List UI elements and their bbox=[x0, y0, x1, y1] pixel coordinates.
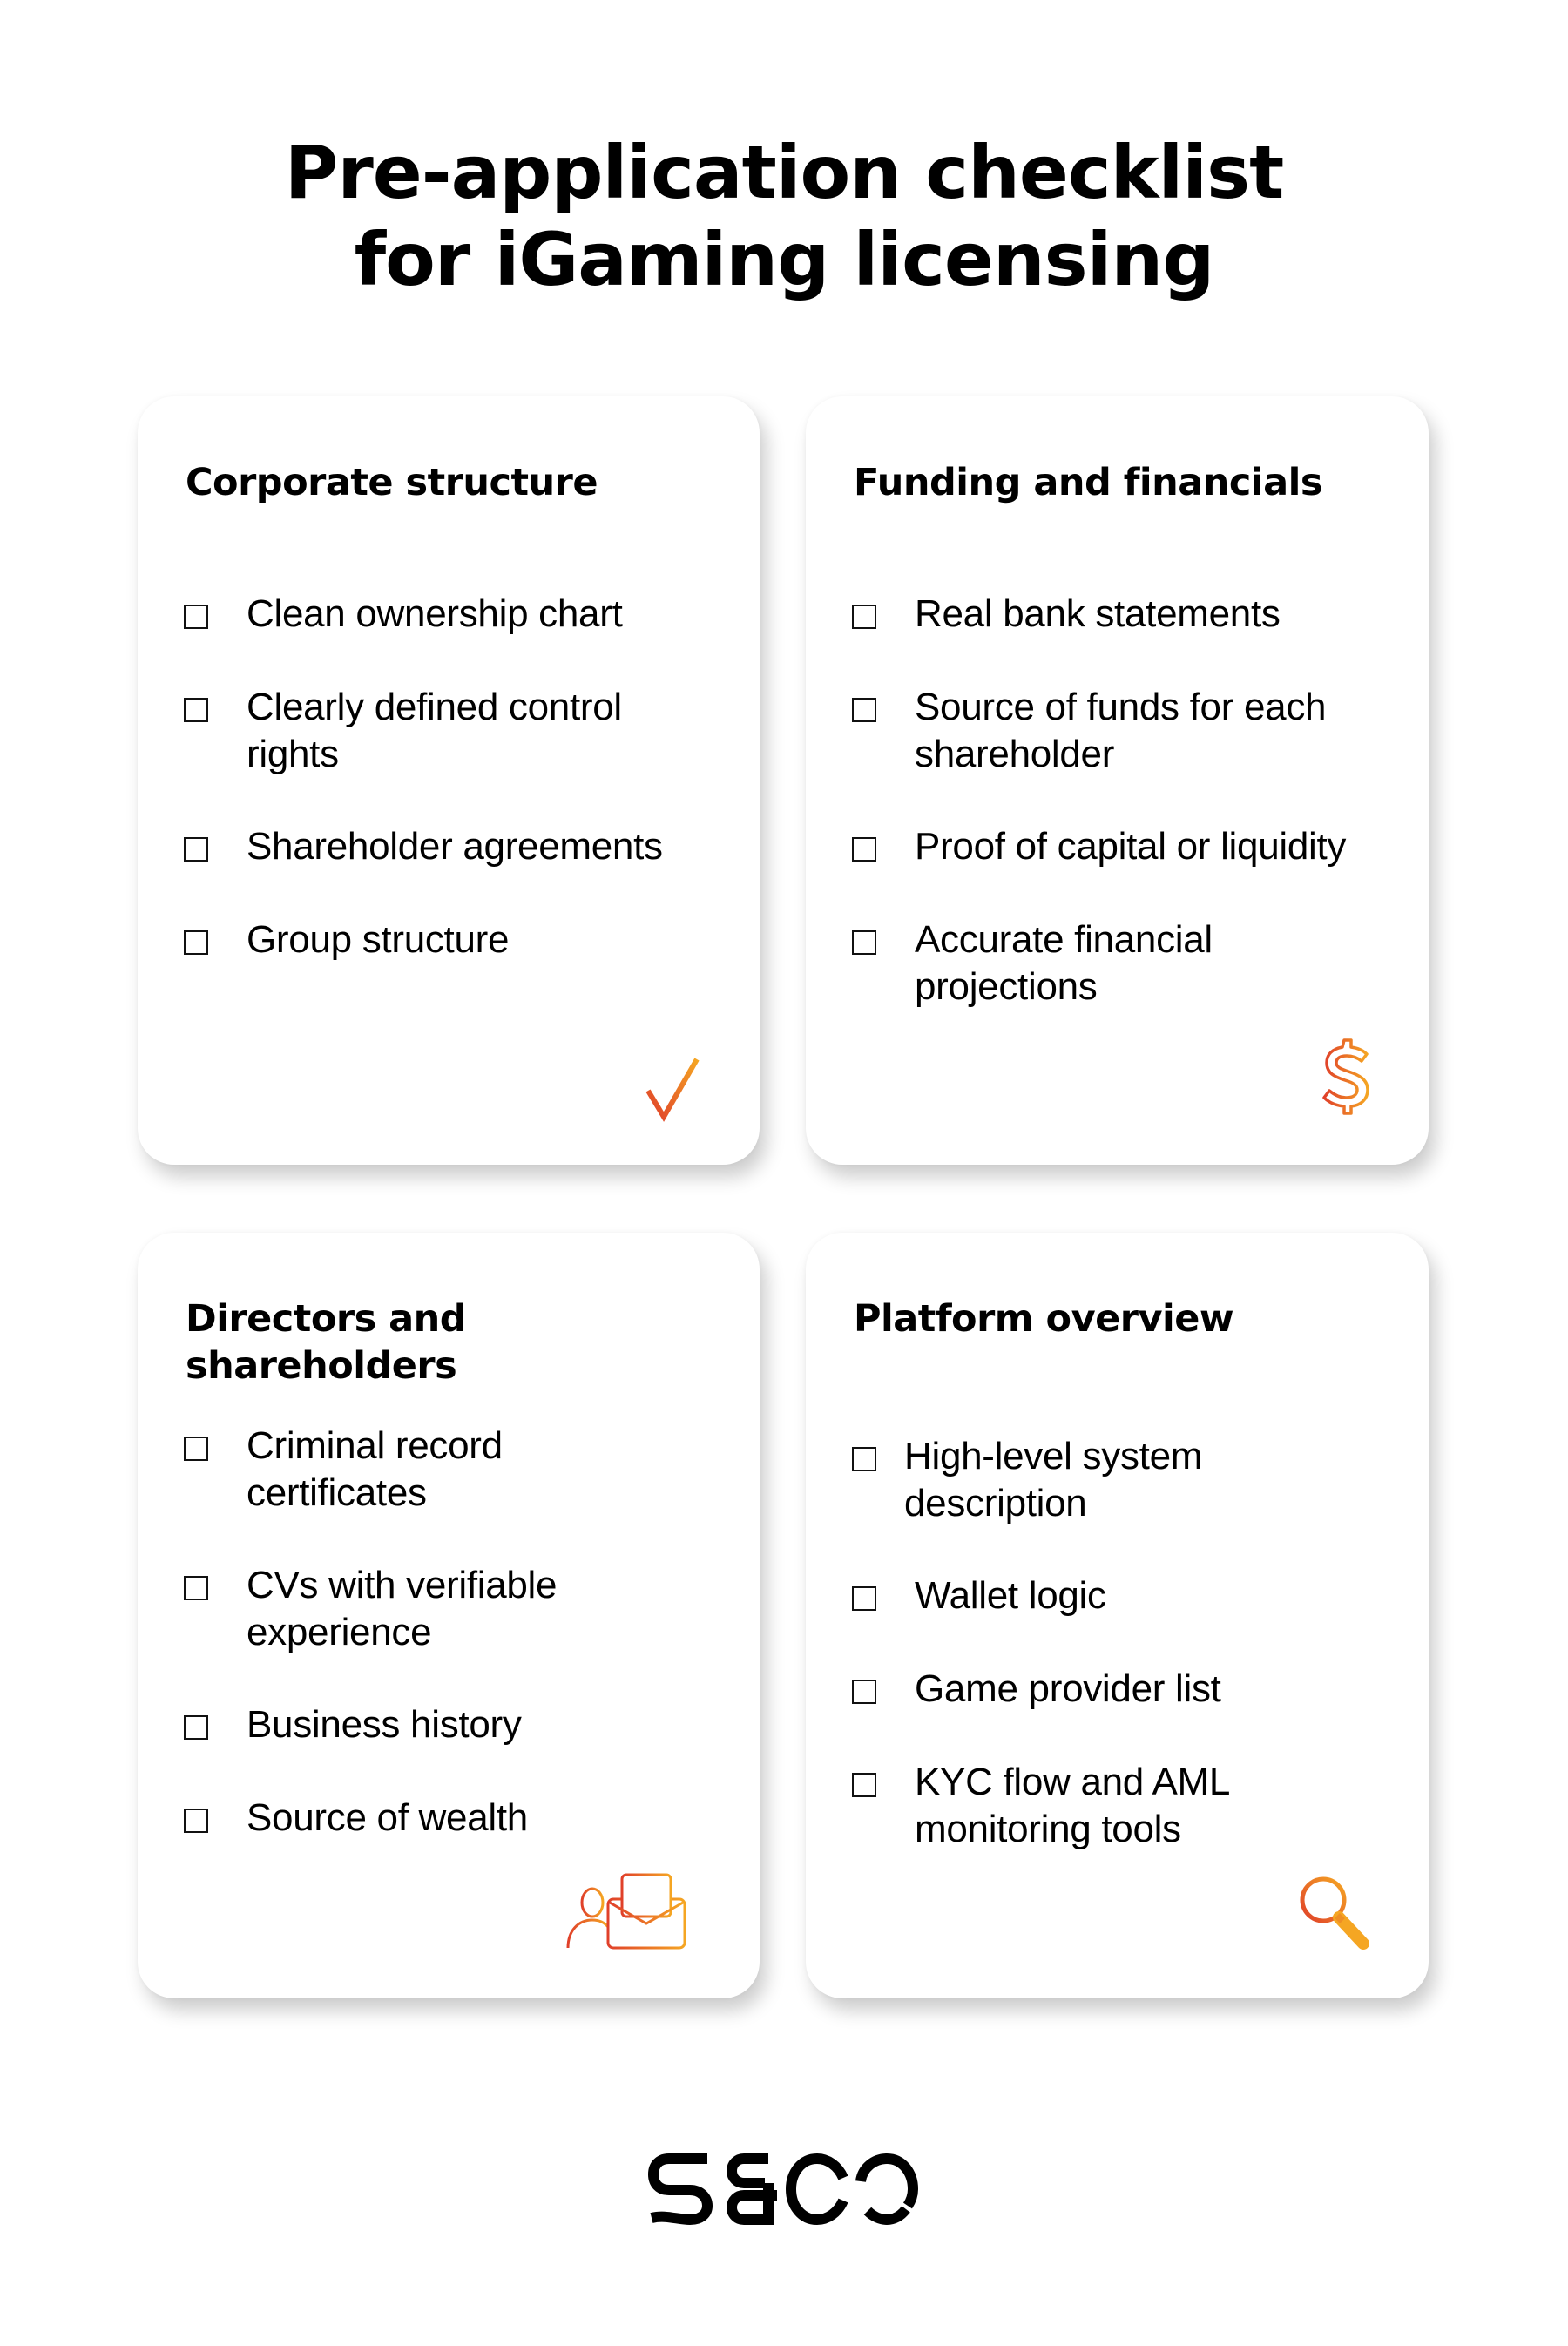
checkbox[interactable] bbox=[184, 1809, 208, 1833]
checkbox[interactable] bbox=[852, 930, 876, 955]
card-corporate-structure bbox=[138, 396, 760, 1165]
checkbox[interactable] bbox=[184, 1576, 208, 1600]
checkbox[interactable] bbox=[852, 1586, 876, 1611]
checkbox[interactable] bbox=[184, 698, 208, 722]
checkbox[interactable] bbox=[184, 1715, 208, 1740]
checkbox[interactable] bbox=[184, 1437, 208, 1461]
item-label: Wallet logic bbox=[915, 1574, 1106, 1617]
item-label: Clean ownership chart bbox=[247, 592, 623, 635]
checkbox[interactable] bbox=[852, 837, 876, 862]
magnifier-icon bbox=[1294, 1869, 1377, 1952]
checkbox[interactable] bbox=[184, 605, 208, 629]
page-title bbox=[0, 129, 1568, 303]
card-title: Funding and financials bbox=[854, 461, 1322, 504]
title-line-1: Pre-application checklist bbox=[284, 130, 1284, 215]
sco-logo bbox=[646, 2152, 922, 2225]
card-title: Directors and shareholders bbox=[186, 1297, 467, 1388]
person-envelope-icon bbox=[566, 1873, 690, 1953]
card-directors-shareholders bbox=[138, 1233, 760, 1998]
item-label: Business history bbox=[247, 1703, 522, 1746]
item-label: Criminal record certificates bbox=[247, 1424, 503, 1514]
checkmark-icon bbox=[643, 1054, 704, 1124]
checkbox[interactable] bbox=[852, 1447, 876, 1471]
item-label: Source of wealth bbox=[247, 1796, 528, 1839]
item-label: Clearly defined control rights bbox=[247, 686, 622, 775]
item-label: Real bank statements bbox=[915, 592, 1281, 635]
item-label: Source of funds for each shareholder bbox=[915, 686, 1327, 775]
item-label: Shareholder agreements bbox=[247, 825, 663, 868]
card-title: Platform overview bbox=[854, 1297, 1234, 1341]
item-label: CVs with verifiable experience bbox=[247, 1564, 558, 1653]
checkbox[interactable] bbox=[852, 698, 876, 722]
card-platform-overview bbox=[806, 1233, 1429, 1998]
checkbox[interactable] bbox=[852, 1773, 876, 1797]
item-label: Proof of capital or liquidity bbox=[915, 825, 1347, 868]
checkbox[interactable] bbox=[852, 1680, 876, 1704]
title-line-2: for iGaming licensing bbox=[354, 217, 1214, 302]
item-label: Accurate financial projections bbox=[915, 918, 1213, 1008]
checkbox[interactable] bbox=[852, 605, 876, 629]
item-label: Group structure bbox=[247, 918, 510, 961]
checkbox[interactable] bbox=[184, 930, 208, 955]
item-label: Game provider list bbox=[915, 1667, 1221, 1710]
checkbox[interactable] bbox=[184, 837, 208, 862]
card-title: Corporate structure bbox=[186, 461, 598, 504]
item-label: KYC flow and AML monitoring tools bbox=[915, 1761, 1229, 1850]
card-funding-financials bbox=[806, 396, 1429, 1165]
item-label: High-level system description bbox=[904, 1435, 1203, 1525]
dollar-icon bbox=[1320, 1037, 1375, 1117]
